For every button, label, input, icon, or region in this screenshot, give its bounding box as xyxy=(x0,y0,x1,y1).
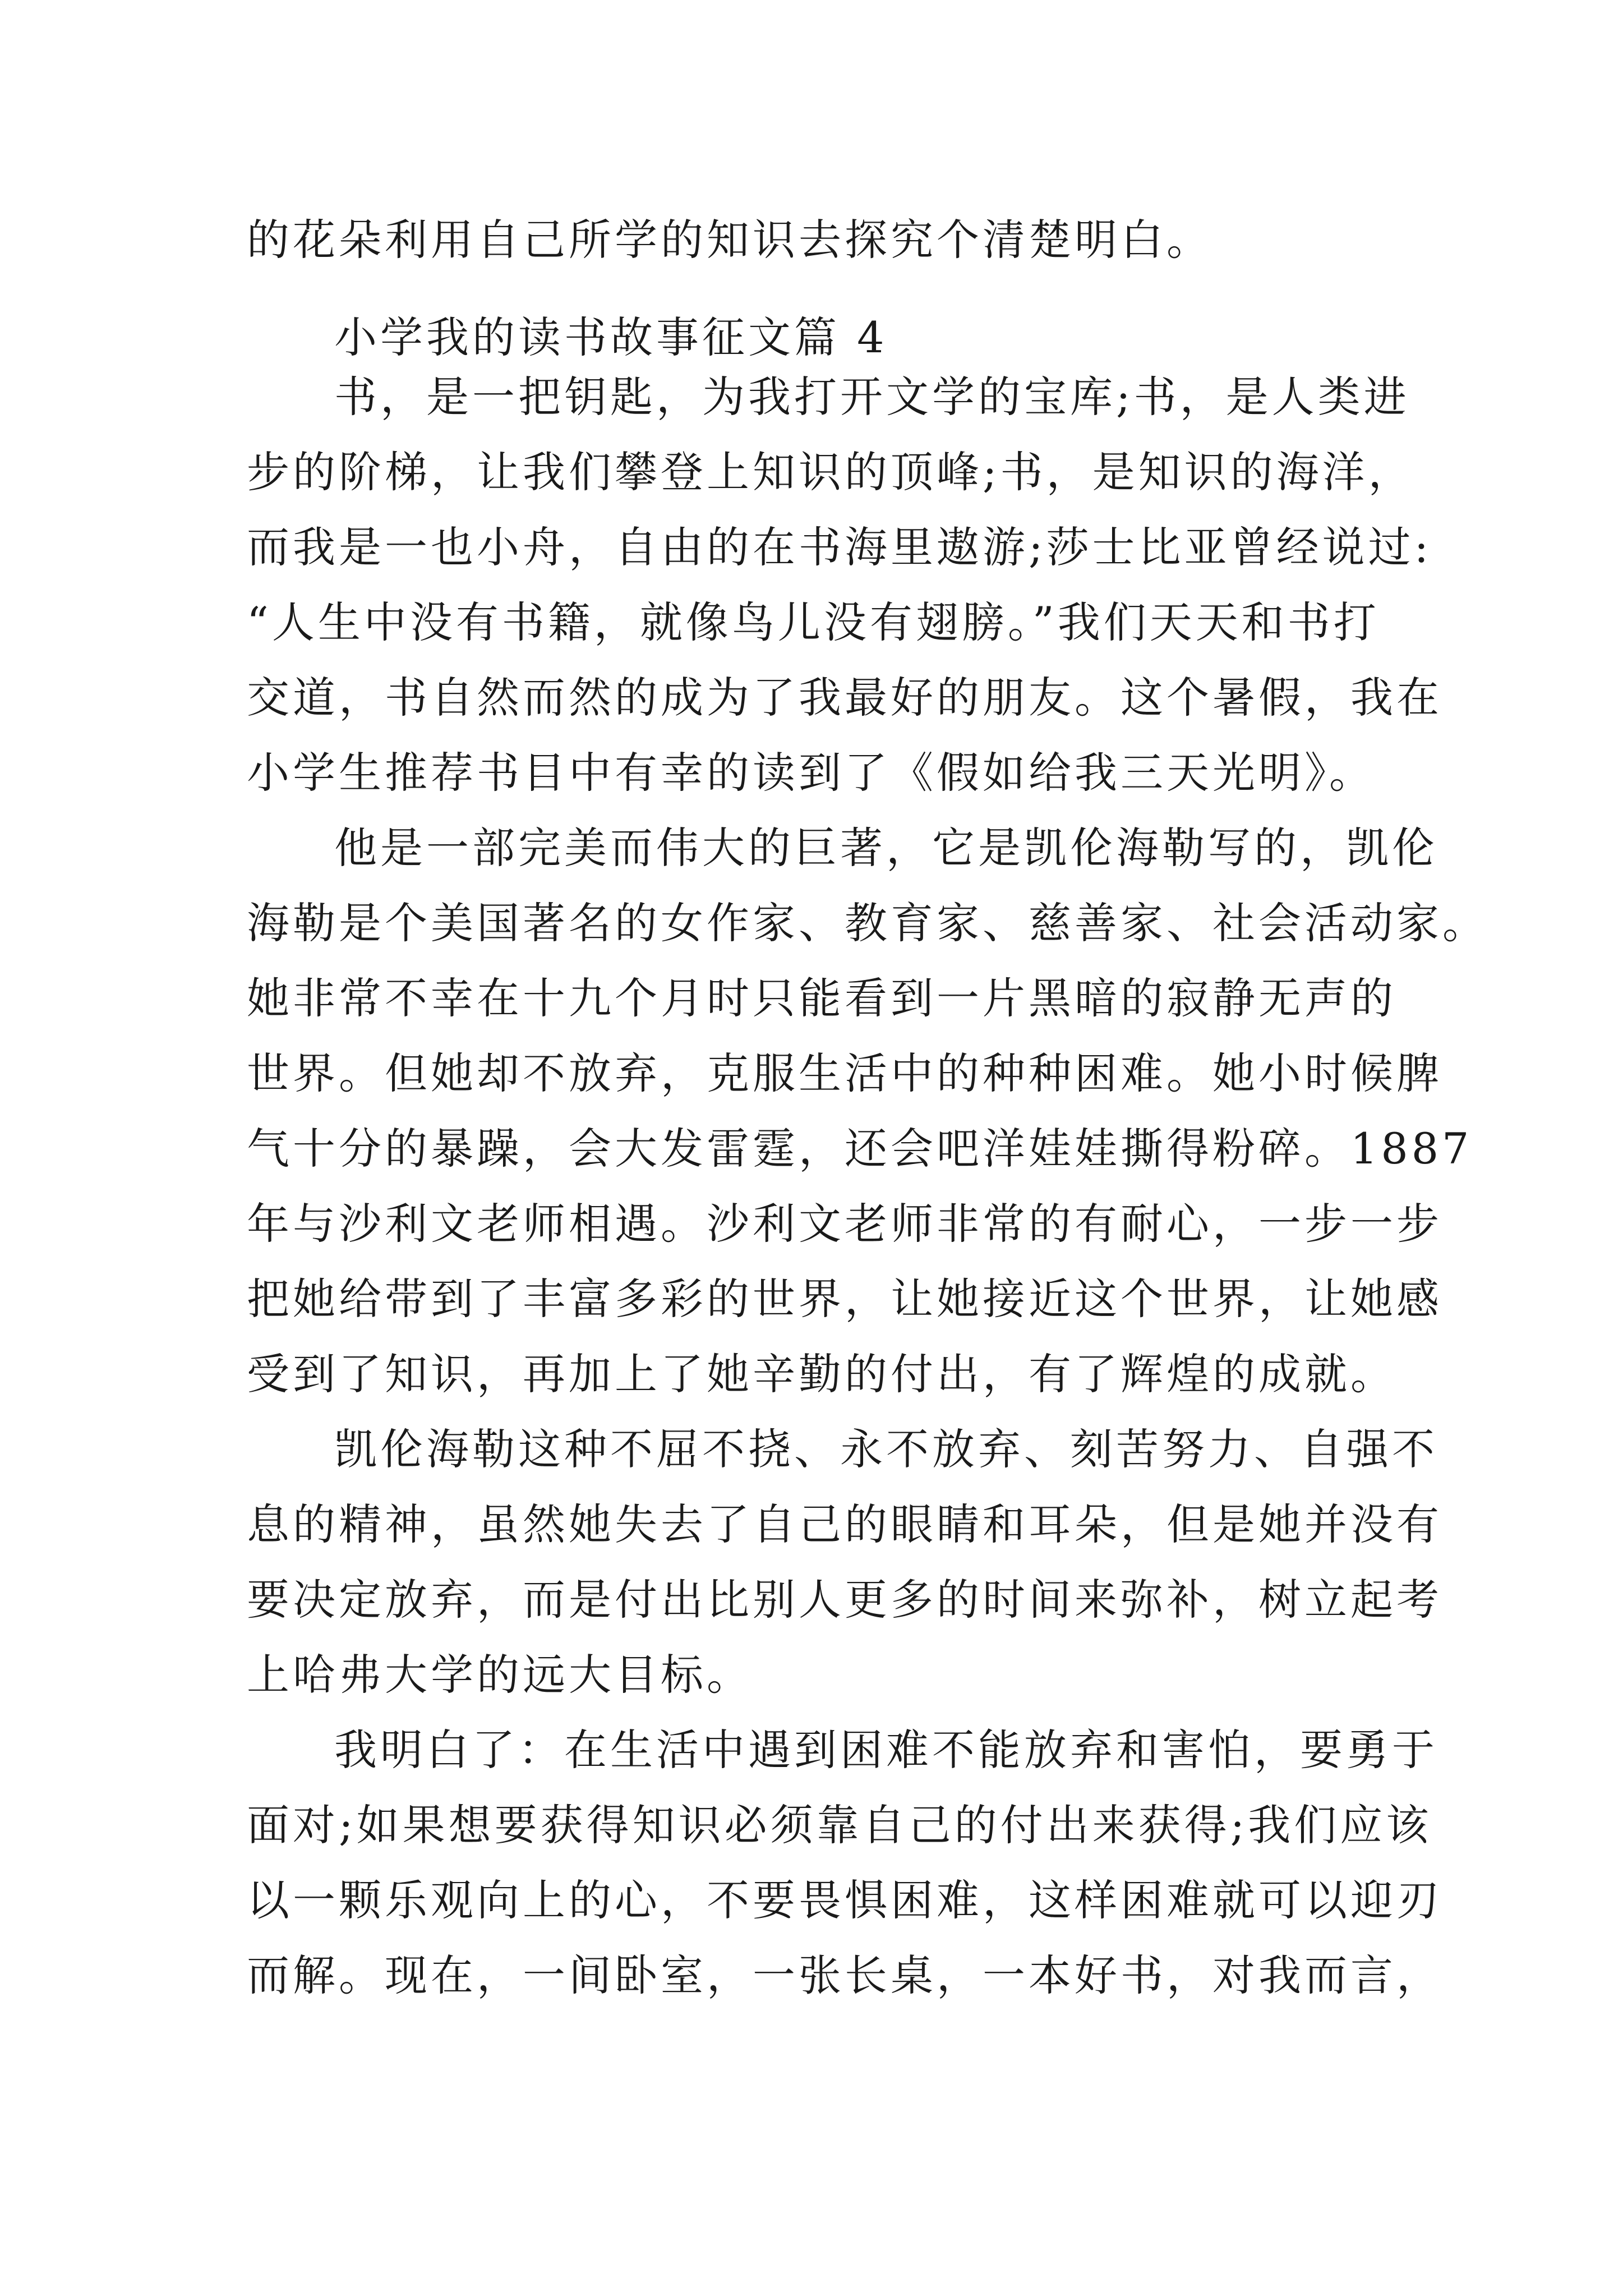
section-heading: 小学我的读书故事征文篇 4 xyxy=(334,312,888,362)
text-line: 而我是一也小舟，自由的在书海里遨游;莎士比亚曾经说过: xyxy=(247,522,1432,572)
text-line: 年与沙利文老师相遇。沙利文老师非常的有耐心，一步一步 xyxy=(247,1199,1442,1249)
text-line: 我明白了：在生活中遇到困难不能放弃和害怕，要勇于 xyxy=(334,1725,1438,1775)
text-line: 而解。现在，一间卧室，一张长桌，一本好书，对我而言， xyxy=(247,1950,1442,2000)
text-line: 世界。但她却不放弃，克服生活中的种种困难。她小时候脾 xyxy=(247,1048,1442,1098)
text-line: 凯伦海勒这种不屈不挠、永不放弃、刻苦努力、自强不 xyxy=(334,1424,1438,1474)
text-line: 步的阶梯，让我们攀登上知识的顶峰;书，是知识的海洋， xyxy=(247,447,1414,497)
text-line: 气十分的暴躁，会大发雷霆，还会吧洋娃娃撕得粉碎。1887 xyxy=(247,1124,1473,1174)
text-line: 书，是一把钥匙，为我打开文学的宝库;书，是人类进 xyxy=(334,372,1410,422)
text-line: 的花朵利用自己所学的知识去探究个清楚明白。 xyxy=(247,215,1212,265)
text-line: 他是一部完美而伟大的巨著，它是凯伦海勒写的，凯伦 xyxy=(334,823,1438,873)
text-line: “人生中没有书籍，就像鸟儿没有翅膀。”我们天天和书打 xyxy=(247,597,1380,647)
text-line: 息的精神，虽然她失去了自己的眼睛和耳朵，但是她并没有 xyxy=(247,1499,1442,1549)
text-line: 面对;如果想要获得知识必须靠自己的付出来获得;我们应该 xyxy=(247,1800,1432,1850)
text-line: 小学生推荐书目中有幸的读到了《假如给我三天光明》。 xyxy=(247,748,1375,798)
text-line: 上哈弗大学的远大目标。 xyxy=(247,1650,753,1700)
text-line: 她非常不幸在十九个月时只能看到一片黑暗的寂静无声的 xyxy=(247,973,1396,1023)
text-line: 海勒是个美国著名的女作家、教育家、慈善家、社会活动家。 xyxy=(247,898,1488,948)
text-line: 以一颗乐观向上的心，不要畏惧困难，这样困难就可以迎刃 xyxy=(247,1875,1442,1925)
text-line: 把她给带到了丰富多彩的世界，让她接近这个世界，让她感 xyxy=(247,1274,1442,1324)
text-line: 交道，书自然而然的成为了我最好的朋友。这个暑假，我在 xyxy=(247,673,1442,723)
text-line: 要决定放弃，而是付出比别人更多的时间来弥补，树立起考 xyxy=(247,1575,1442,1625)
text-line: 受到了知识，再加上了她辛勤的付出，有了辉煌的成就。 xyxy=(247,1349,1396,1399)
